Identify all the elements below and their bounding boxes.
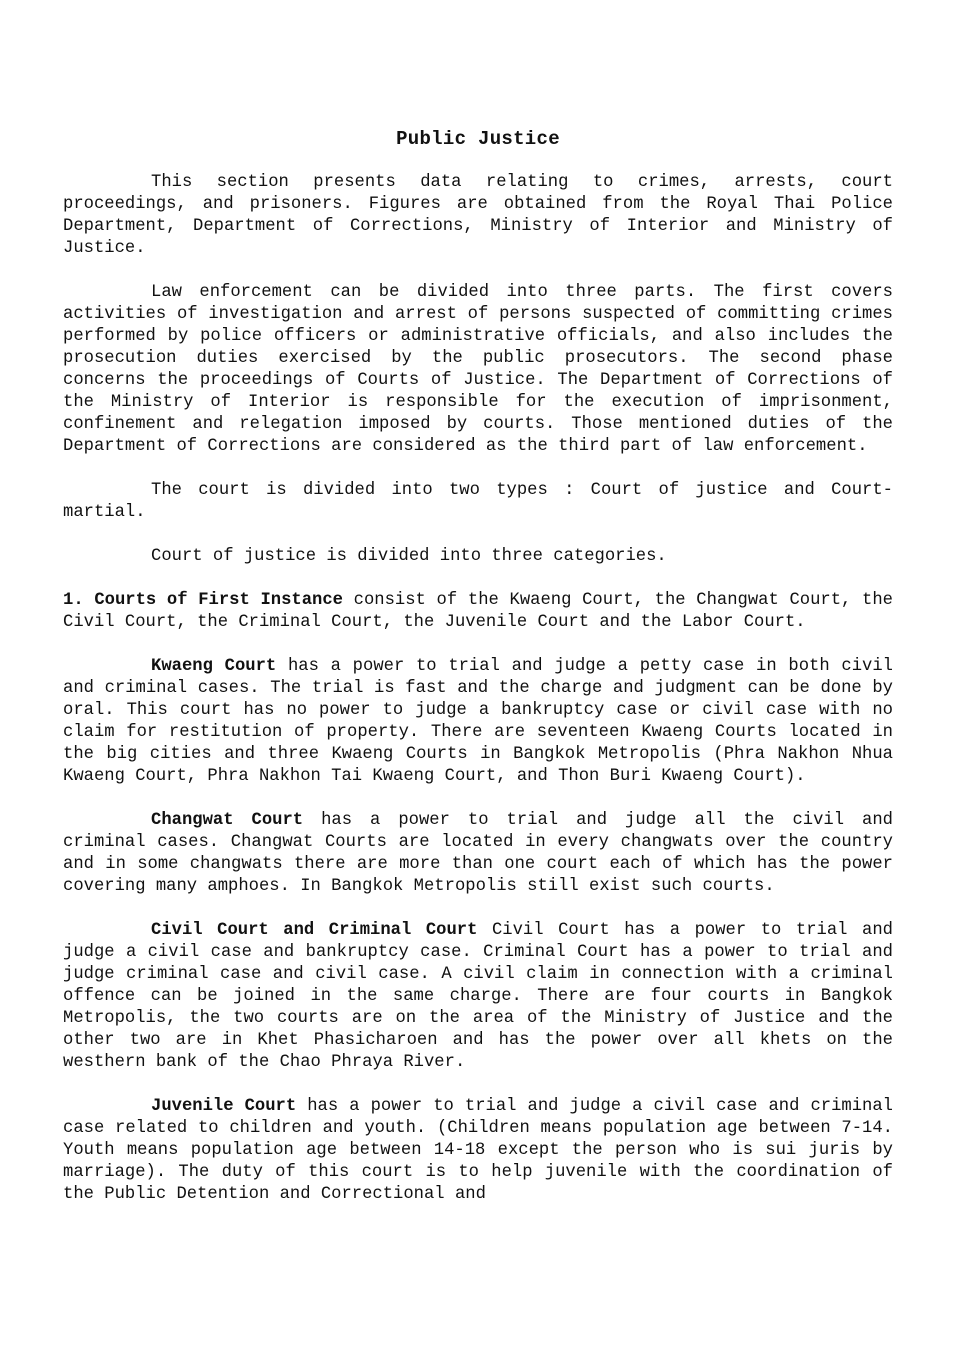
kwaeng-court-paragraph — [63, 656, 893, 788]
first-instance-text: consist of the Kwaeng Court, the Changwat Court, the Civil Court, the Criminal Court, the Juvenile Court and the Labor Court. — [63, 591, 893, 632]
juvenile-court-text: has a power to trial and judge a civil case and criminal case related to children and youth. (Children means population age between 7-14. Youth means population age between 14-18 except the person who is sui juris by marriage). The duty of this court is to help juvenile with the coordination of the Public Detention and Correctional and — [63, 1097, 893, 1204]
court-categories-paragraph: Court of justice is divided into three categories. — [151, 547, 667, 566]
changwat-court-text: has a power to trial and judge all the civil and criminal cases. Changwat Courts are located in every changwats over the country and in some changwats there are more than one court each of which has the power covering many amphoes. In Bangkok Metropolis still exist such courts. — [63, 811, 893, 896]
changwat-court-term: Changwat Court — [151, 811, 304, 830]
document-page — [63, 128, 893, 1228]
law-enforcement-paragraph: Law enforcement can be divided into three parts. The first covers activities of investigation and arrest of persons suspected of committing crimes performed by police officers or administrative officials, and also includes the prosecution duties exercised by the public prosecutors. The second phase concerns the proceedings of Courts of Justice. The Department of Corrections of the Ministry of Interior is responsible for the execution of imprisonment, confinement and relegation imposed by courts. Those mentioned duties of the Department of Corrections are considered as the third part of law enforcement. — [63, 283, 893, 456]
first-instance-term: 1. Courts of First Instance — [63, 591, 343, 610]
juvenile-court-term: Juvenile Court — [151, 1097, 297, 1116]
page-title: Public Justice — [396, 128, 560, 150]
first-instance-paragraph — [63, 590, 893, 634]
civil-criminal-court-term: Civil Court and Criminal Court — [151, 921, 478, 940]
court-types-paragraph: The court is divided into two types : Court of justice and Court-martial. — [63, 481, 893, 522]
juvenile-court-paragraph — [63, 1096, 893, 1206]
changwat-court-paragraph — [63, 810, 893, 898]
kwaeng-court-term: Kwaeng Court — [151, 657, 277, 676]
civil-criminal-court-paragraph — [63, 920, 893, 1074]
kwaeng-court-text: has a power to trial and judge a petty case in both civil and criminal cases. The trial is fast and the charge and judgment can be done by oral. This court has no power to judge a bankruptcy case or civil case with no claim for restitution of property. There are seventeen Kwaeng Courts located in the big cities and three Kwaeng Courts in Bangkok Metropolis (Phra Nakhon Nhua Kwaeng Court, Phra Nakhon Tai Kwaeng Court, and Thon Buri Kwaeng Court). — [63, 657, 893, 786]
intro-paragraph: This section presents data relating to crimes, arrests, court proceedings, and prisoners. Figures are obtained from the Royal Thai Police Department, Department of Corrections, Ministry of Interior and Ministry of Justice. — [63, 173, 893, 258]
civil-criminal-court-text: Civil Court has a power to trial and judge a civil case and bankruptcy case. Criminal Court has a power to trial and judge criminal case and civil case. A civil claim in connection with a criminal offence can be joined in the same charge. There are four courts in Bangkok Metropolis, the two courts are on the area of the Ministry of Justice and the other two are in Khet Phasicharoen and has the power over all khets on the westhern bank of the Chao Phraya River. — [63, 921, 893, 1072]
